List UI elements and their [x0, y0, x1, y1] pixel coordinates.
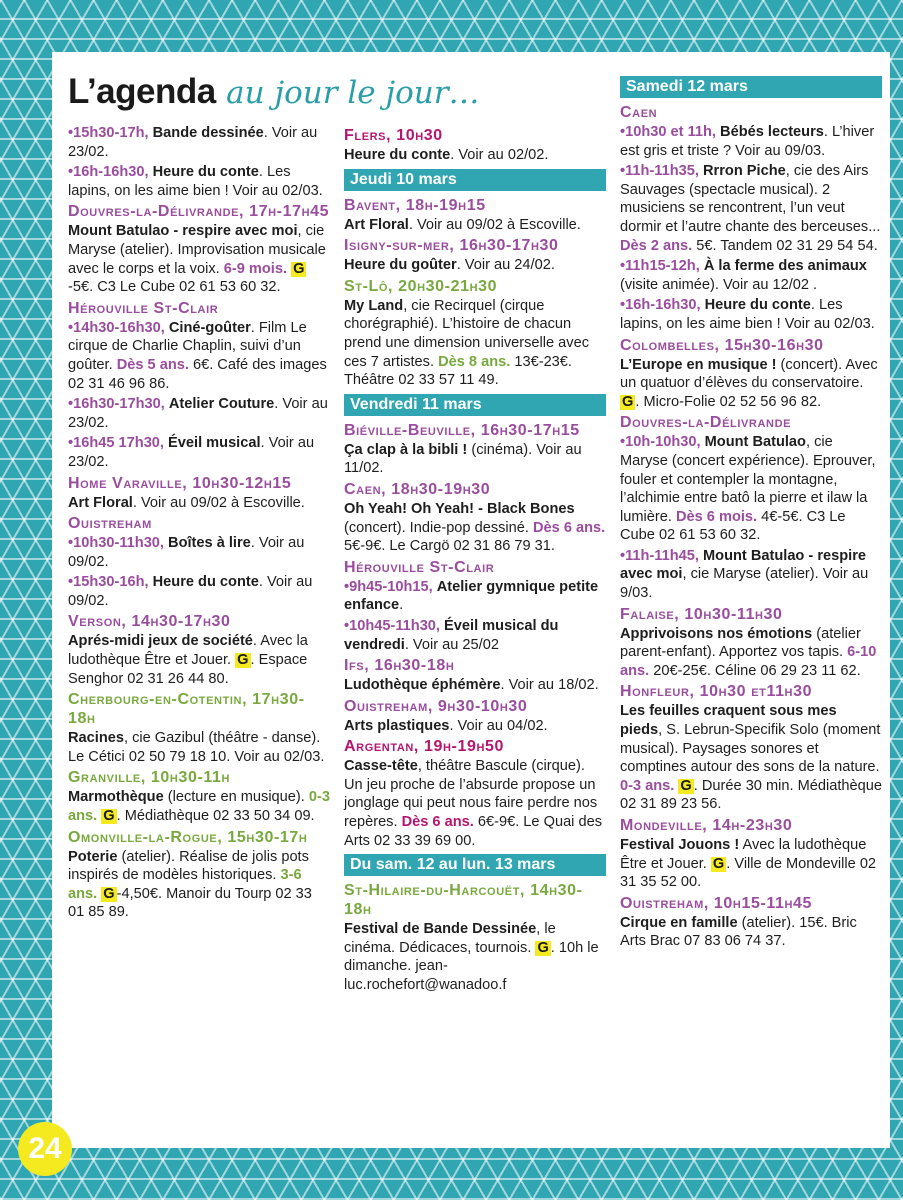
free-badge: G — [622, 393, 634, 410]
event-text: . — [399, 597, 404, 614]
place-heading: Cherbourg-en-Cotentin, 17h30-18h — [68, 691, 305, 728]
event-name: Atelier gymnique petite enfance — [344, 578, 599, 614]
event-text: . Voir au 23/02. — [68, 125, 318, 160]
event-details: 13€-23€. Théâtre 02 33 57 11 49. — [344, 353, 572, 389]
place-heading: Ouistreham — [68, 515, 152, 533]
event-name: Mount Batulao - respire avec moi — [68, 223, 298, 240]
place-heading: Caen — [620, 104, 658, 121]
age-label: 6-10 ans. — [620, 644, 877, 679]
place-heading: Flers, 10h30 — [344, 127, 443, 144]
place-heading: Caen, 18h30-19h30 — [344, 480, 491, 498]
event-name: Mount Batulao — [704, 434, 806, 451]
day-header: Vendredi 11 mars — [344, 394, 606, 416]
event-time: •16h30-17h30, — [68, 396, 165, 413]
event-name: Poterie — [68, 848, 118, 865]
event-entry — [344, 920, 606, 994]
free-badge: G — [680, 777, 692, 794]
event-text: , cie Maryse (atelier). Improvisation musicale avec le corps et la voix. — [68, 223, 326, 277]
event-time: •11h15-12h, — [620, 258, 700, 275]
event-details: 5€-9€. Le Cargö 02 31 86 79 31. — [344, 538, 555, 555]
event-details: -4,50€. Manoir du Tourp 02 33 01 85 89. — [68, 885, 312, 921]
age-label: 3-6 ans. — [68, 867, 302, 902]
free-badge: G — [237, 652, 249, 669]
event-entry — [344, 617, 606, 654]
event-name: Atelier Couture — [168, 396, 275, 413]
event-name: Art Floral — [344, 216, 409, 233]
age-label: Dès 5 ans. — [116, 356, 189, 373]
event-name: L’Europe en musique ! — [620, 356, 777, 373]
event-name: Heure du goûter — [344, 257, 457, 274]
age-label: 0-3 ans. — [620, 777, 675, 794]
event-name: Racines — [68, 730, 124, 747]
event-text: (visite animée). Voir au 12/02 . — [620, 276, 818, 293]
place-heading: St-Lô, 20h30-21h30 — [344, 277, 498, 295]
event-details: 6€. Café des images 02 31 46 96 86. — [68, 356, 327, 392]
free-badge: G — [537, 939, 549, 956]
event-name: Éveil musical — [168, 435, 261, 452]
event-text: . Voir au 09/02. — [68, 574, 313, 609]
day-header: Du sam. 12 au lun. 13 mars — [344, 854, 606, 876]
event-text: (concert). Avec un quatuor d’élèves du conservatoire. — [620, 356, 878, 392]
event-text: (concert). Indie-pop dessiné. — [344, 519, 529, 536]
place-heading: Granville, 10h30-11h — [68, 769, 231, 787]
free-badge: G — [103, 808, 115, 825]
event-name: Arts plastiques — [344, 717, 450, 734]
event-text: . Voir au 25/02 — [404, 636, 499, 653]
event-name: Heure du conte — [152, 164, 259, 181]
place-heading: Ouistreham, 9h30-10h30 — [344, 697, 528, 715]
event-text: . Voir au 09/02 à Escoville. — [408, 216, 581, 233]
free-badge: G — [712, 855, 725, 872]
event-text: , cie Maryse (atelier). Voir au 9/03. — [620, 566, 869, 602]
title-main: L’agenda — [68, 72, 216, 111]
age-label: Dès 8 ans. — [438, 353, 511, 370]
place-heading: Honfleur, 10h30 et11h30 — [620, 683, 813, 701]
event-details: . Micro-Folie 02 52 56 96 82. — [635, 393, 822, 410]
event-text: . Voir au 09/02 à Escoville. — [132, 494, 305, 511]
page-number: 24 — [18, 1122, 72, 1176]
event-text: . Avec la ludothèque Être et Jouer. — [68, 633, 308, 669]
event-entry — [344, 578, 606, 615]
event-name: Bébés lecteurs — [720, 124, 824, 140]
event-details: . Médiathèque 02 33 50 34 09. — [116, 808, 315, 825]
event-entry — [620, 625, 882, 681]
event-entry — [68, 395, 330, 432]
event-text: . Les lapins, on les aime bien ! Voir au 02/03. — [620, 297, 875, 332]
event-name: Apprivoisons nos émotions — [620, 625, 813, 642]
event-details: . 10h le dimanche. jean-luc.rochefort@wanadoo.f — [344, 939, 599, 994]
column-2 — [344, 126, 606, 997]
event-text: , cie Maryse (concert expérience). Eprouver, fouler et contempler la montagne, l’alchimie entre batô la pierre et ilaw la lumière. — [620, 434, 876, 525]
event-entry — [620, 356, 882, 412]
event-text: . Voir au 23/02. — [68, 396, 328, 431]
event-text: . Voir au 18/02. — [500, 677, 599, 694]
event-text: . Film Le cirque de Charlie Chaplin, suivi d’un goûter. — [68, 319, 307, 373]
page-title — [68, 72, 480, 112]
event-entry — [620, 296, 882, 333]
event-time: •10h30-11h30, — [68, 535, 164, 552]
place-heading: Hérouville St-Clair — [68, 299, 219, 317]
place-heading: Hérouville St-Clair — [344, 558, 495, 576]
age-label: 6-9 mois. — [223, 260, 288, 277]
event-name: Ludothèque éphémère — [344, 677, 501, 694]
event-entry — [68, 573, 330, 610]
event-entry — [344, 441, 606, 478]
place-heading: Douvres-la-Délivrande, 17h-17h45 — [68, 203, 330, 221]
column-1 — [68, 124, 330, 924]
event-details: . Durée 30 min. Médiathèque 02 31 89 23 56. — [620, 777, 882, 813]
event-time: •10h30 et 11h, — [620, 124, 716, 140]
event-text: . Les lapins, on les aime bien ! Voir au 02/03. — [68, 164, 323, 199]
event-name: Mount Batulao - respire avec moi — [620, 547, 866, 583]
event-name: Boîtes à lire — [168, 535, 251, 552]
event-name: Oh Yeah! Oh Yeah! - Black Bones — [344, 500, 575, 517]
event-text: (lecture en musique). — [163, 789, 305, 806]
event-time: •15h30-17h, — [68, 125, 149, 141]
place-heading: St-Hilaire-du-Harcouët, 14h30-18h — [344, 882, 583, 919]
event-details: . Espace Senghor 02 31 26 44 80. — [68, 652, 308, 687]
event-entry — [344, 717, 606, 736]
event-entry — [68, 848, 330, 922]
event-entry — [68, 788, 330, 825]
event-time: •9h45-10h15, — [344, 578, 433, 595]
place-heading: Colombelles, 15h30-16h30 — [620, 336, 824, 354]
place-heading: Ifs, 16h30-18h — [344, 657, 455, 675]
event-name: My Land — [344, 297, 404, 314]
event-entry — [68, 319, 330, 393]
event-entry — [620, 257, 882, 294]
event-name: Festival de Bande Dessinée — [344, 921, 537, 938]
event-entry — [620, 702, 882, 814]
free-badge: G — [293, 260, 305, 277]
event-text: , cie des Airs Sauvages (spectacle musical). 2 musiciens se rencontrent, l’un veut dormir et l’autre chante des berceuses... — [620, 163, 881, 235]
event-text: . Voir au 04/02. — [449, 717, 548, 734]
event-text: . Voir au 09/02. — [68, 535, 305, 570]
day-header: Samedi 12 mars — [620, 76, 882, 98]
event-entry — [344, 256, 606, 275]
event-name: Les feuilles craquent sous mes pieds — [620, 703, 837, 739]
place-heading: Douvres-la-Délivrande — [620, 414, 792, 432]
event-entry — [620, 433, 882, 545]
place-heading: Falaise, 10h30-11h30 — [620, 605, 783, 623]
event-time: •15h30-16h, — [68, 574, 149, 591]
agenda-panel — [52, 52, 890, 1148]
event-entry — [344, 500, 606, 556]
event-entry — [344, 216, 606, 235]
event-entry — [68, 494, 330, 513]
event-text: , cie Recirquel (cirque chorégraphié). L’histoire de chacun prend une dimension universelle avec ces 7 artistes. — [344, 297, 590, 370]
event-name: Bande dessinée — [152, 125, 264, 141]
event-details: 20€-25€. Céline 06 29 23 11 62. — [653, 662, 861, 679]
event-name: Casse-tête — [344, 758, 418, 775]
event-text: (cinéma). Voir au 11/02. — [344, 441, 582, 477]
place-heading: Bavent, 18h-19h15 — [344, 196, 486, 214]
event-name: Marmothèque — [68, 789, 164, 806]
event-text: Avec la ludothèque Être et Jouer. — [620, 837, 867, 872]
event-text: . L’hiver est gris et triste ? Voir au 09/03. — [620, 124, 875, 159]
event-text: . Voir au 24/02. — [456, 257, 555, 274]
place-heading: Biéville-Beuville, 16h30-17h15 — [344, 421, 580, 439]
event-name: Heure du conte — [344, 147, 451, 163]
event-time: •16h-16h30, — [68, 164, 149, 181]
event-time: •10h-10h30, — [620, 434, 701, 451]
place-heading: Omonville-la-Rogue, 15h30-17h — [68, 828, 308, 846]
age-label: Dès 6 ans. — [533, 519, 606, 536]
event-time: •16h-16h30, — [620, 297, 701, 314]
event-entry — [68, 163, 330, 200]
event-text: , théâtre Bascule (cirque). Un jeu proche de l’absurde propose un jonglage qui peut nous faire perdre nos repères. — [344, 758, 598, 831]
column-3 — [620, 72, 882, 953]
event-entry — [344, 146, 606, 165]
event-entry — [620, 836, 882, 892]
event-name: Heure du conte — [152, 574, 259, 591]
event-name: Rrron Piche — [703, 163, 786, 180]
event-text: , cie Gazibul (théâtre - danse). Le Cétici 02 50 79 18 10. Voir au 02/03. — [68, 730, 325, 765]
event-time: •14h30-16h30, — [68, 319, 165, 336]
free-badge: G — [103, 885, 115, 902]
event-text: (atelier parent-enfant). Apportez vos tapis. — [620, 625, 861, 661]
day-header: Jeudi 10 mars — [344, 169, 606, 191]
event-entry — [68, 534, 330, 571]
age-label: Dès 6 ans. — [401, 814, 474, 831]
event-text: . Voir au 02/02. — [450, 147, 549, 163]
event-name: Heure du conte — [704, 297, 811, 314]
age-label: Dès 2 ans. — [620, 237, 693, 254]
title-script: au jour le jour… — [226, 75, 480, 111]
place-heading: Verson, 14h30-17h30 — [68, 613, 231, 631]
event-time: •10h45-11h30, — [344, 617, 440, 634]
event-entry — [344, 297, 606, 390]
event-entry — [620, 123, 882, 160]
event-text: , S. Lebrun-Specifik Solo (moment musical). Paysages sonores et comptines autour des sons de la nature. — [620, 722, 881, 776]
place-heading: Argentan, 19h-19h50 — [344, 738, 505, 756]
event-details: 4€-5€. C3 Le Cube 02 61 53 60 32. — [620, 508, 846, 544]
event-name: Aprés-midi jeux de société — [68, 633, 253, 650]
event-entry — [68, 632, 330, 688]
event-name: Ça clap à la bibli ! — [344, 441, 468, 458]
event-details: . Ville de Mondeville 02 31 35 52 00. — [620, 855, 877, 891]
event-time: •11h-11h45, — [620, 547, 699, 564]
event-entry — [68, 434, 330, 471]
event-text: , le cinéma. Dédicaces, tournois. — [344, 921, 556, 956]
event-details: 6€-9€. Le Quai des Arts 02 33 39 69 00. — [344, 814, 603, 849]
event-entry — [620, 162, 882, 255]
place-heading: Mondeville, 14h-23h30 — [620, 817, 793, 834]
event-time: •11h-11h35, — [620, 163, 699, 180]
event-entry — [620, 547, 882, 603]
place-heading: Home Varaville, 10h30-12h15 — [68, 474, 292, 492]
event-entry — [68, 729, 330, 766]
event-details: 5€. Tandem 02 31 29 54 54. — [696, 237, 878, 254]
event-name: À la ferme des animaux — [703, 258, 867, 275]
event-name: Éveil musical du vendredi — [344, 617, 559, 653]
age-label: Dès 6 mois. — [675, 508, 758, 525]
event-entry — [68, 222, 330, 296]
event-text: (atelier). Réalise de jolis pots inspirés de modèles historiques. — [68, 848, 309, 884]
event-name: Festival Jouons ! — [620, 837, 740, 853]
place-heading: Ouistreham, 10h15-11h45 — [620, 894, 813, 912]
age-label: 0-3 ans. — [68, 789, 330, 825]
event-text: . Voir au 23/02. — [68, 435, 315, 470]
event-name: Cirque en famille — [620, 914, 738, 931]
event-text: (atelier). 15€. Bric Arts Brac 07 83 06 74 37. — [620, 914, 857, 950]
event-time: •16h45 17h30, — [68, 435, 164, 452]
event-details: -5€. C3 Le Cube 02 61 53 60 32. — [68, 279, 281, 296]
event-entry — [620, 914, 882, 951]
event-entry — [344, 757, 606, 850]
event-name: Ciné-goûter — [168, 319, 251, 336]
event-entry — [344, 676, 606, 695]
event-entry — [68, 124, 330, 161]
event-name: Art Floral — [68, 494, 133, 511]
place-heading: Isigny-sur-mer, 16h30-17h30 — [344, 237, 559, 255]
